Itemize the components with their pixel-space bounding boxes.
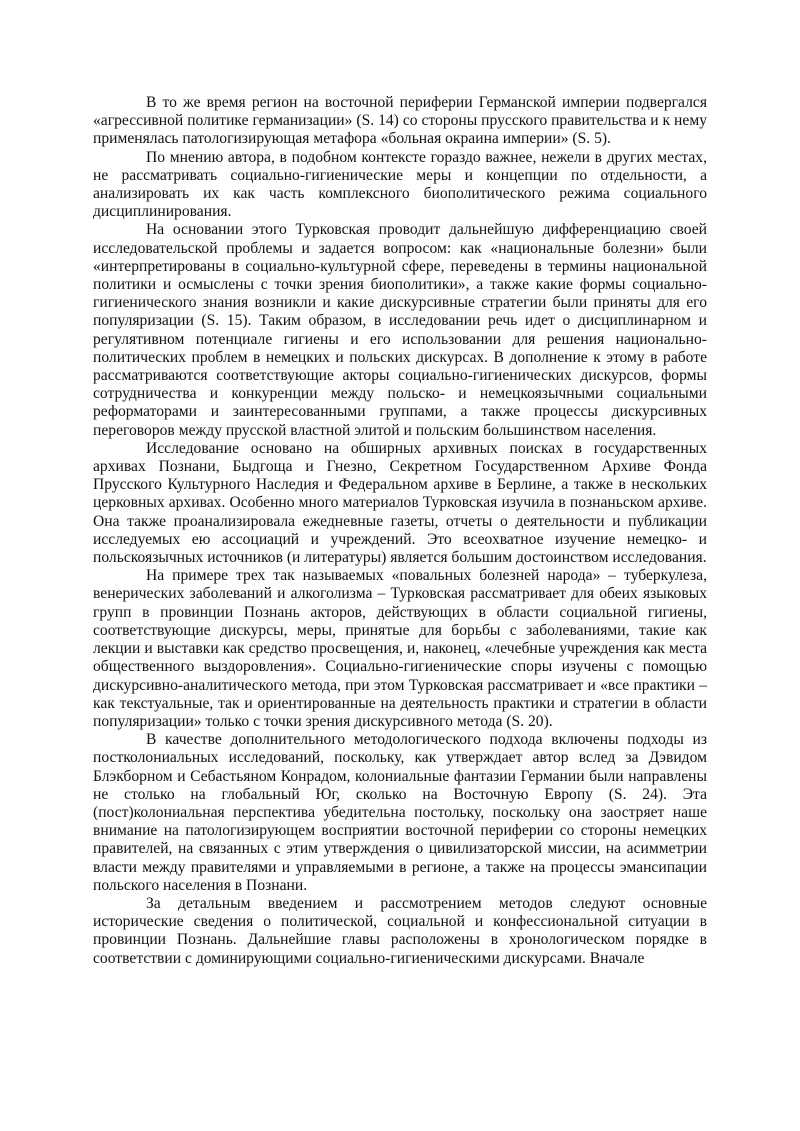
- paragraph-6: В качестве дополнительного методологического подхода включены подходы из постколониальных исследований, поскольку, как утверждает автор вслед за Дэвидом Блэкборном и Себастьяном Конрадом, колониальные фантазии Германии были направлены не столько на глобальный Юг, сколько на Восточную Европу (S. 24). Эта (пост)колониальная перспектива убедительна постольку, поскольку она заостряет наше внимание на патологизирующем восприятии восточной периферии со стороны немецких правителей, на связанных с этим утверждения о цивилизаторской миссии, на асимметрии власти между правителями и управляемыми в регионе, а также на процессы эмансипации польского населения в Познани.: [93, 731, 707, 894]
- paragraph-3: На основании этого Турковская проводит дальнейшую дифференциацию своей исследовательской проблемы и задается вопросом: как «национальные болезни» были «интерпретированы в социально-культурной сфере, переведены в термины национальной политики и осмыслены с точки зрения биополитики», а также какие формы социально-гигиенического знания возникли и какие дискурсивные стратегии были приняты для его популяризации (S. 15). Таким образом, в исследовании речь идет о дисциплинарном и регулятивном потенциале гигиены и его использовании для решения национально-политических проблем в немецких и польских дискурсах. В дополнение к этому в работе рассматриваются соответствующие акторы социально-гигиенических дискурсов, формы сотрудничества и конкуренции между польско- и немецкоязычными социальными реформаторами и заинтересованными группами, а также процессы дискурсивных переговоров между прусской властной элитой и польским большинством населения.: [93, 221, 707, 439]
- paragraph-4: Исследование основано на обширных архивных поисках в государственных архивах Познани, Быдгоща и Гнезно, Секретном Государственном Архиве Фонда Прусского Культурного Наследия и Федеральном архиве в Берлине, а также в нескольких церковных архивах. Особенно много материалов Турковская изучила в познаньском архиве. Она также проанализировала ежедневные газеты, отчеты о деятельности и публикации исследуемых ею ассоциаций и учреждений. Это всеохватное изучение немецко- и польскоязычных источников (и литературы) является большим достоинством исследования.: [93, 439, 707, 567]
- document-page: [93, 94, 707, 968]
- paragraph-5: На примере трех так называемых «повальных болезней народа» – туберкулеза, венерических заболеваний и алкоголизма – Турковская рассматривает для обеих языковых групп в провинции Познань акторов, действующих в области социальной гигиены, соответствующие дискурсы, меры, принятые для борьбы с заболеваниями, такие как лекции и выставки как средство просвещения, и, наконец, «лечебные учреждения как места общественного выздоровления». Социально-гигиенические споры изучены с помощью дискурсивно-аналитического метода, при этом Турковская рассматривает и «все практики – как текстуальные, так и ориентированные на деятельность практики и стратегии в области популяризации» только с точки зрения дискурсивного метода (S. 20).: [93, 567, 707, 730]
- paragraph-2: По мнению автора, в подобном контексте гораздо важнее, нежели в других местах, не рассматривать социально-гигиенические меры и концепции по отдельности, а анализировать их как часть комплексного биополитического режима социального дисциплинирования.: [93, 148, 707, 221]
- paragraph-7: За детальным введением и рассмотрением методов следуют основные исторические сведения о политической, социальной и конфессиональной ситуации в провинции Познань. Дальнейшие главы расположены в хронологическом порядке в соответствии с доминирующими социально-гигиеническими дискурсами. Вначале: [93, 894, 707, 967]
- paragraph-1: В то же время регион на восточной периферии Германской империи подвергался «агрессивной политике германизации» (S. 14) со стороны прусского правительства и к нему применялась патологизирующая метафора «больная окраина империи» (S. 5).: [93, 94, 707, 148]
